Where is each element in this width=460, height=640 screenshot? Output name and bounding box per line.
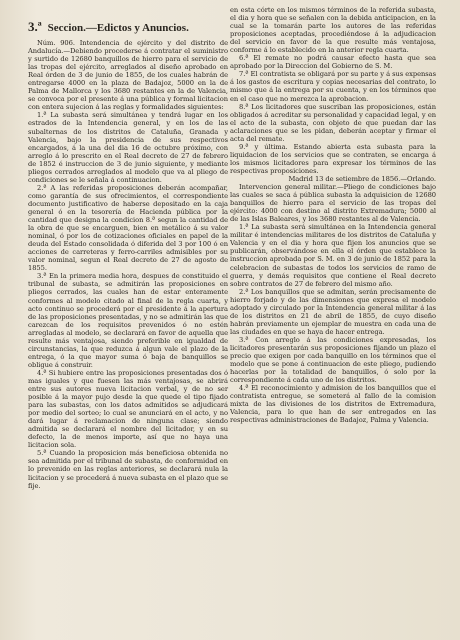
notice-paragraph: 4.ª Si hubiere entre las proposiciones presentadas dos ó mas iguales y que fuesen las más ventajosas, se abrirá entre sus autores nueva licitacion verbal, y de no ser posible á la mayor pujo desde la que quede el tipo fijado para las subastas, con los datos admitidos se adjudicará por medio del sorteo; lo cual se anunciará en el acto, y no dará lugar á reclamacion de ninguna clase; siendo admitida se declarará el nombre del licitador, y en su defecto, la de menos importe, así que no haya una licitacion sola. <box>28 368 228 450</box>
notice-paragraph: 9.ª y última. Estando abierta esta subasta para la liquidacion de los servicios que se contraten, se encarga á los mismos licitadores para expresar los términos de las respectivas proposiciones. <box>230 142 436 175</box>
notice-paragraph: 7.ª El contratista se obligará por su parte y á sus expensas á los gastos de escritura y copias necesarias del contrato, lo mismo que á la entrega por su cuenta, y en los términos que en el caso que no merezca la aprobacion. <box>230 70 436 103</box>
section-title: Seccion.—Edictos y Anuncios. <box>47 22 189 34</box>
notice-paragraph: 6.ª El remate no podrá causar efecto hasta que sea aprobado por la Direccion del Gobierno de S. M. <box>230 54 436 71</box>
notice-paragraph: Núm. 906. Intendencia de ejército y del distrito de Andalucía.—Debiendo procederse á contratar el suministro y surtido de 12680 banquillos de hierro para el servicio de las tropas del ejército, arreglados al diseño aprobado en Real órden de 3 de junio de 1855, de los cuales habrán de entregarse 4000 en la plaza de Badajoz, 5000 en la de Palma de Mallorca y los 3680 restantes en la de Valencia, se convoca por el presente á una pública y formal licitacion con entera sujecion á las reglas y formalidades siguientes: <box>28 39 228 112</box>
section-number: 3.ª <box>28 19 42 34</box>
notice-paragraph: en esta córte en los mismos términos de la referida subasta, el dia y hora que se señalen con la debida anticipacion, en la cual se la tomarán parte los autores de las referidas proposiciones aceptadas, procediéndose á la adjudicacion del servicio en favor de la que resulte más ventajosa, conforme á lo establecido en la anterior regla cuarta. <box>230 6 436 55</box>
notice-paragraph: 2.ª Los banquillos que se admitan, serán precisamente de hierro forjado y de las dimensiones que expresa el modelo adoptado y circulado por la Intendencia general militar á las de los distritos en 21 de abril de 1855, de cuyo diseño habrán previamente un ejemplar de muestra en cada una de las ciudades en que se haya de hacer entrega. <box>230 287 436 336</box>
notice-paragraph: 1.ª La subasta será simultánea y tendrá lugar en los estrados de la Intendencia general, y en los de las subalternas de los distritos de Cataluña, Granada y Valencia, bajo la presidencia de sus respectivos encargados, á la una del dia 16 de octubre próximo, con arreglo á lo prescrito en el Real decreto de 27 de febrero de 1852 é instruccion de 3 de junio siguiente, y mediante pliegos cerrados arreglados al modelo que va al pliego de condiciones se le señala á continuacion. <box>28 111 228 184</box>
notice-paragraph: 3.ª En la primera media hora, despues de constituido el tribunal de subasta, se admitirán las proposiciones en pliegos cerrados, las cuales han de estar enteramente conformes al modelo citado al final de la regla cuarta, y acto continuo se procederá por el presidente á la apertura de las proposiciones presentadas, y no se admitirán las que carezcan de los requisitos prevenidos ó no estén arregladas al modelo, se declarará en favor de aquella que resulte más ventajosa, siendo preferible en igualdad de circunstancias, la que reduzca á algun vale el plazo de la entrega, ó la que mayor suma ó baja de banquillos se obligue á construir. <box>28 272 228 369</box>
right-column <box>230 6 436 424</box>
left-column-body <box>28 39 228 490</box>
notice-paragraph: 4.ª El reconocimiento y admision de los banquillos que el contratista entregue, se someterá al fallo de la comision mixta de las divisiones de los distritos de Extremadura, Valencia, para lo que han de ser entregados en las respectivas administraciones de Badajoz, Palma y Valencia. <box>230 384 436 425</box>
section-header <box>28 20 228 35</box>
notice-paragraph: 3.ª Con arreglo á las condiciones expresadas, los licitadores presentarán sus proposiciones fijando un plazo el precio que exigen por cada banquillo en los términos que el modelo que se pone á continuacion de este pliego, pudiendo hacerlas por la totalidad de banquillos, ó solo por la correspondiente á cada uno de los distritos. <box>230 335 436 385</box>
left-column <box>28 20 228 490</box>
notice-paragraph: Intervencion general militar.—Pliego de condiciones bajo las cuales se saca á pública subasta la adquisicion de 12680 banquillos de hierro para el servicio de las tropas del ejército: 4000 con destino al distrito Extremadura; 5000 al de las Islas Baleares, y los 3680 restantes al de Valencia. <box>230 183 436 224</box>
notice-signature: Madrid 13 de setiembre de 1856.—Orlando. <box>288 174 436 183</box>
notice-paragraph: 2.ª A las referidas proposiciones deberán acompañar, como garantía de sus ofrecimientos, el correspondiente documento justificativo de haberse depositado en la caja general ó en la tesorería de Hacienda pública por la cantidad que designa la condicion 8.ª segun la cantidad de la obra de que se encarguen, bien en metálico á su valor nominal, ó por los de cotizaciones oficiales en papel de la deuda del Estado consolidada ó diferida del 3 por 100 ó en acciones de carreteras y ferro-carriles admisibles por su valor nominal, segun el Real decreto de 27 de agosto de 1855. <box>28 183 228 273</box>
notice-paragraph: 8.ª Los licitadores que suscriban las proposiciones, están obligados á acreditar su personalidad y capacidad legal, y en el acto de la subasta, con objeto de que puedan dar las aclaraciones que se les pidan, deberán aceptar y firmar el acta del remate. <box>230 102 436 143</box>
right-column-body <box>230 6 436 424</box>
notice-paragraph: 5.ª Cuando la proposicion más beneficiosa obtenida no sea admitida por el tribunal de subasta, de conformidad en lo prevenido en las reglas anteriores, se declarará nula la licitacion y se procederá á nueva subasta en el plazo que se fije. <box>28 449 228 490</box>
notice-paragraph: 1.ª La subasta será simultánea en la Intendencia general militar é intendencias militares de los distritos de Cataluña y Valencia y en el dia y hora que fijen los anuncios que se publicarán, observándose en ella el órden que establece la instruccion aprobada por S. M. en 3 de junio de 1852 para la celebracion de subastas de todos los servicios de ramo de guerra, y demás requisitos que contiene el Real decreto sobre contratos de 27 de febrero del mismo año. <box>230 223 436 288</box>
